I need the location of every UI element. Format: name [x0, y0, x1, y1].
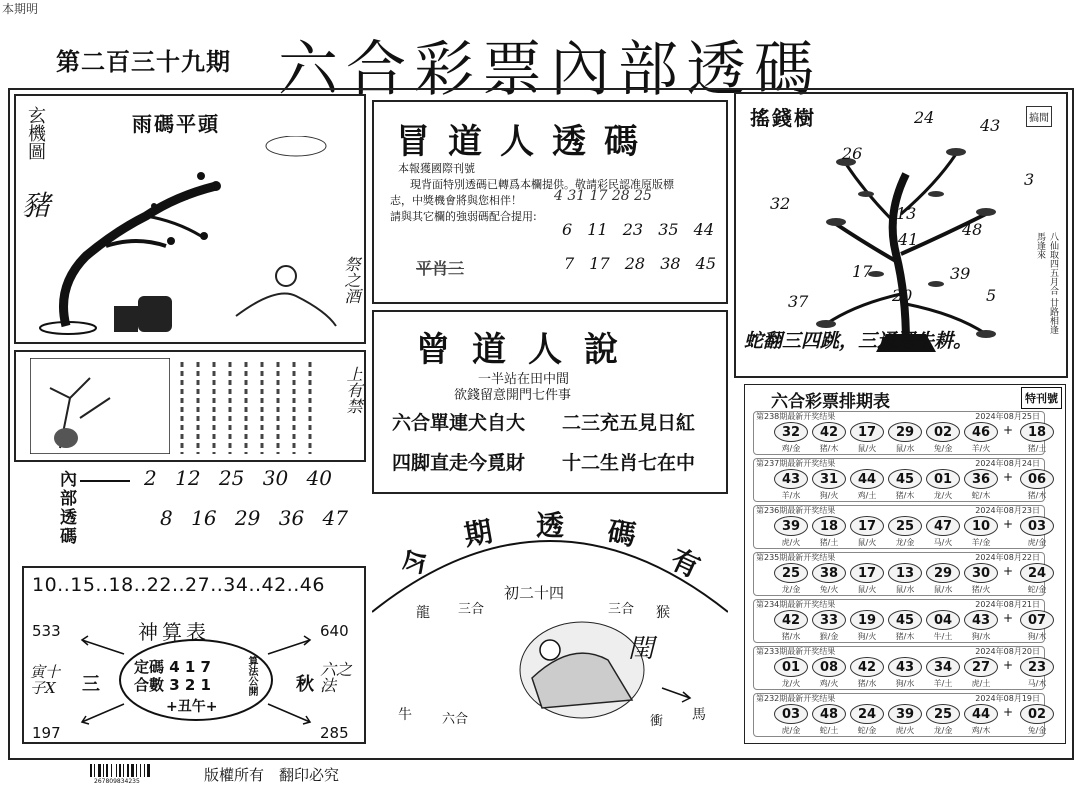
- shensuan-bl: 197: [32, 724, 61, 742]
- draw-zodiac: 鸡/土: [857, 491, 877, 500]
- draw-ball: 32: [774, 422, 808, 442]
- hand-num: 17: [589, 254, 610, 273]
- hou-label: 猴: [656, 605, 670, 621]
- corner-text: 本期明: [2, 2, 39, 16]
- neibu-num: 16: [191, 506, 217, 530]
- draw-zodiac: 羊/火: [971, 444, 991, 453]
- draw-ball: 17: [850, 563, 884, 583]
- neibu-num: 2: [144, 466, 157, 490]
- draw-ball: 39: [888, 704, 922, 724]
- sanhe1-label: 三合: [458, 602, 485, 617]
- draw-ball: 25: [888, 516, 922, 536]
- page-title: 六合彩票內部透碼: [278, 35, 822, 105]
- draw-ball: 29: [926, 563, 960, 583]
- tree-illustration: [26, 136, 356, 336]
- draw-zodiac: 狗/水: [971, 632, 991, 641]
- copyright: 版權所有 翻印必究: [204, 766, 340, 784]
- notice-line-4: 請與其它欄的強弱碼配合提用:: [390, 210, 537, 223]
- draw-ball: 47: [926, 516, 960, 536]
- draw-ball: 03: [774, 704, 808, 724]
- draw-zodiac: 羊/金: [971, 538, 991, 547]
- issue-number: 第二百三十九期: [56, 48, 231, 76]
- draw-ball: 04: [926, 610, 960, 630]
- tree-number: 32: [770, 194, 791, 213]
- hand-num: 38: [660, 254, 681, 273]
- hand-row2: [564, 254, 716, 273]
- draw-ball: 08: [812, 657, 846, 677]
- neibu-panel: [14, 466, 366, 562]
- suanfa: 算法公開: [246, 656, 257, 696]
- tree-number: 3: [1024, 170, 1035, 189]
- says-title: 曾道人說: [416, 330, 640, 370]
- xuanji-handwriting: 豬: [22, 189, 51, 222]
- draw-ball: 18: [812, 516, 846, 536]
- draw-ball: 34: [926, 657, 960, 677]
- hand-num: 44: [693, 220, 714, 239]
- draw-zodiac: 兔/金: [933, 444, 953, 453]
- draw-zodiac: 蛇/金: [1027, 585, 1047, 594]
- crossed-label: 平肖三: [416, 259, 465, 278]
- draw-ball: 24: [1020, 563, 1054, 583]
- draw-ball: 17: [850, 422, 884, 442]
- shensuan-tr: 640: [320, 622, 349, 640]
- draw-zodiac: 龙/金: [781, 585, 801, 594]
- tree-number: 48: [962, 220, 983, 239]
- draw-ball: 36: [964, 469, 998, 489]
- jinqi-panel: [372, 500, 728, 750]
- sanhe2-label: 三合: [608, 602, 635, 617]
- draw-ball: 29: [888, 422, 922, 442]
- draw-zodiac: 蛇/土: [819, 726, 839, 735]
- chou-wu: +丑午+: [166, 699, 218, 715]
- says-panel: [372, 310, 728, 494]
- draw-row: [753, 458, 1045, 502]
- draw-ball: 31: [812, 469, 846, 489]
- notice-line-3: 志，中獎機會將與您相伴！: [390, 194, 522, 207]
- tree-title: 搖錢樹: [750, 106, 816, 130]
- plus-sign: +: [1003, 705, 1014, 719]
- draw-zodiac: 猪/水: [781, 632, 801, 641]
- draw-zodiac: 狗/木: [1027, 632, 1047, 641]
- draw-zodiac: 鼠/火: [857, 538, 877, 547]
- draw-ball: 42: [850, 657, 884, 677]
- draw-ball: 39: [774, 516, 808, 536]
- draw-ball: 17: [850, 516, 884, 536]
- draw-ball: 02: [926, 422, 960, 442]
- neibu-num: 25: [218, 466, 245, 490]
- draw-label: 第232期最新开奖结果: [756, 694, 836, 703]
- draw-row: [753, 552, 1045, 596]
- draw-zodiac: 羊/水: [781, 491, 801, 500]
- draw-zodiac: 虎/金: [781, 726, 801, 735]
- sketch-illustration: [30, 358, 170, 454]
- hand-num: 23: [622, 220, 644, 239]
- poem-2: 二三充五見日紅: [562, 412, 696, 434]
- draw-zodiac: 虎/火: [781, 538, 801, 547]
- draw-zodiac: 鼠/火: [857, 585, 877, 594]
- tree-panel: [734, 92, 1068, 378]
- tree-number: 39: [950, 264, 971, 283]
- plus-sign: +: [1003, 470, 1014, 484]
- table-badge: 特刊號: [1021, 387, 1062, 409]
- draw-ball: 43: [964, 610, 998, 630]
- draw-zodiac: 鼠/水: [895, 585, 915, 594]
- notice-line-2: 現背面特別透碼已轉爲本欄提供。敬請彩民認准原版標: [410, 178, 674, 191]
- tree-number: 20: [892, 286, 913, 305]
- draw-zodiac: 猪/木: [819, 444, 839, 453]
- neibu-label: 內部透碼: [56, 470, 76, 546]
- plus-sign: +: [1003, 658, 1014, 672]
- shensuan-br: 285: [320, 724, 349, 742]
- draw-label: 第235期最新开奖结果: [756, 553, 836, 562]
- heshu: 合數 3 2 1: [134, 676, 211, 694]
- dingma: 定碼 4 1 7: [134, 658, 211, 676]
- draw-ball: 24: [850, 704, 884, 724]
- draw-zodiac: 鼠/水: [895, 444, 915, 453]
- draw-zodiac: 狗/火: [857, 632, 877, 641]
- draw-ball: 19: [850, 610, 884, 630]
- draw-zodiac: 虎/土: [971, 679, 991, 688]
- hand-num: 28: [624, 254, 646, 273]
- tree-number: 5: [986, 286, 997, 305]
- draw-zodiac: 鸡/木: [971, 726, 991, 735]
- tree-number: 37: [788, 292, 809, 311]
- draw-zodiac: 虎/金: [1027, 538, 1047, 547]
- draw-ball: 38: [812, 563, 846, 583]
- draw-zodiac: 虎/火: [895, 726, 915, 735]
- draw-ball: 02: [1020, 704, 1054, 724]
- chong-label: 衝: [650, 714, 664, 729]
- neibu-row2: [160, 506, 348, 530]
- table-title: 六合彩票排期表: [771, 392, 890, 412]
- draw-zodiac: 狗/水: [895, 679, 915, 688]
- draw-date: 2024年08月23日: [975, 506, 1040, 515]
- tree-number: 26: [842, 144, 863, 163]
- draw-zodiac: 龙/火: [781, 679, 801, 688]
- draw-zodiac: 兔/金: [1027, 726, 1047, 735]
- draw-zodiac: 羊/土: [933, 679, 953, 688]
- draw-zodiac: 鼠/火: [857, 444, 877, 453]
- draw-zodiac: 鼠/水: [933, 585, 953, 594]
- tree-caption: 蛇翻三四跳，三通遇牛耕。: [744, 330, 973, 352]
- neibu-num: 40: [306, 466, 332, 490]
- draw-zodiac: 龙/金: [933, 726, 953, 735]
- draw-ball: 43: [774, 469, 808, 489]
- draw-date: 2024年08月19日: [975, 694, 1040, 703]
- chu-label: 初二十四: [504, 584, 565, 602]
- draw-ball: 33: [812, 610, 846, 630]
- draw-zodiac: 马/火: [933, 538, 953, 547]
- neibu-num: 12: [175, 466, 201, 490]
- draw-date: 2024年08月22日: [975, 553, 1040, 562]
- draw-zodiac: 猪/木: [895, 632, 915, 641]
- says-sub1: 一半站在田中間: [478, 372, 570, 387]
- draw-zodiac: 蛇/木: [971, 491, 991, 500]
- draw-label: 第238期最新开奖结果: [756, 412, 836, 421]
- draw-ball: 30: [964, 563, 998, 583]
- draw-ball: 01: [926, 469, 960, 489]
- tree-number: 24: [914, 108, 935, 127]
- notice-line-1: 本報獲國際刊號: [398, 162, 475, 175]
- draw-ball: 18: [1020, 422, 1054, 442]
- hand-num: 45: [695, 254, 716, 273]
- draw-zodiac: 牛/土: [933, 632, 953, 641]
- mdr-panel: [372, 100, 728, 304]
- says-sub2: 欲錢留意開門七件事: [454, 388, 572, 403]
- draw-zodiac: 狗/火: [819, 491, 839, 500]
- draw-ball: 42: [774, 610, 808, 630]
- draw-label: 第236期最新开奖结果: [756, 506, 836, 515]
- draw-zodiac: 马/木: [1027, 679, 1047, 688]
- hand-top: 4 31 17 28 25: [554, 188, 652, 204]
- draw-row: [753, 599, 1045, 643]
- neibu-num: 8: [160, 506, 173, 530]
- draw-ball: 01: [774, 657, 808, 677]
- xuanji-label: 玄機圖: [25, 106, 46, 160]
- draw-zodiac: 猪/木: [895, 491, 915, 500]
- poem-3: 四脚直走今覓財: [392, 452, 526, 474]
- draw-zodiac: 猪/土: [1027, 444, 1047, 453]
- left-hand: 寅十子X: [30, 663, 61, 697]
- draw-date: 2024年08月24日: [975, 459, 1040, 468]
- neibu-dash: [80, 480, 130, 482]
- hand-num: 35: [658, 220, 679, 239]
- draw-date: 2024年08月20日: [975, 647, 1040, 656]
- draw-label: 第237期最新开奖结果: [756, 459, 836, 468]
- neibu-num: 30: [262, 466, 289, 490]
- poem-side-text: 上有禁: [344, 366, 363, 414]
- hand-char: 閏: [628, 634, 655, 664]
- draw-ball: 23: [1020, 657, 1054, 677]
- jinqi-title-char: 透: [536, 509, 565, 542]
- draw-label: 第234期最新开奖结果: [756, 600, 836, 609]
- draw-label: 第233期最新开奖结果: [756, 647, 836, 656]
- neibu-num: 36: [278, 506, 305, 530]
- draw-ball: 27: [964, 657, 998, 677]
- hand-num: 7: [564, 254, 575, 273]
- draw-ball: 13: [888, 563, 922, 583]
- hand-num: 11: [587, 220, 608, 239]
- draw-row: [753, 646, 1045, 690]
- draw-zodiac: 鸡/火: [819, 679, 839, 688]
- liuhe-label: 六合: [442, 712, 469, 727]
- draw-zodiac: 猪/木: [1027, 491, 1047, 500]
- draw-ball: 07: [1020, 610, 1054, 630]
- right-hand: 六之法: [320, 660, 353, 695]
- side-poem: 八仙取四五月合 廿路相逢馬逢來: [1035, 232, 1058, 334]
- draw-date: 2024年08月21日: [975, 600, 1040, 609]
- draw-ball: 43: [888, 657, 922, 677]
- barcode-number: 267809834235: [94, 778, 140, 785]
- jinqi-title-char: 有: [665, 542, 706, 585]
- side-handwriting: 祭之酒: [342, 256, 361, 304]
- shensuan-numbers: 10..15..18..22..27..34..42..46: [32, 574, 325, 596]
- vertical-text-lines: [176, 358, 316, 458]
- tree-number: 43: [980, 116, 1001, 135]
- neibu-num: 29: [234, 506, 261, 530]
- plus-sign: +: [1003, 423, 1014, 437]
- ma-label: 馬: [692, 707, 706, 723]
- draw-zodiac: 猪/水: [857, 679, 877, 688]
- draw-ball: 44: [964, 704, 998, 724]
- draw-ball: 44: [850, 469, 884, 489]
- shensuan-tl: 533: [32, 622, 61, 640]
- draw-zodiac: 猴/金: [819, 632, 839, 641]
- draw-zodiac: 兔/火: [819, 585, 839, 594]
- poem-4: 十二生肖七在中: [562, 452, 696, 474]
- tree-number: 41: [898, 230, 919, 249]
- xuanji-panel: [14, 94, 366, 344]
- jinqi-title-char: 今: [394, 542, 435, 585]
- draw-ball: 45: [888, 610, 922, 630]
- draw-row: [753, 411, 1045, 455]
- long-label: 龍: [416, 605, 430, 621]
- schedule-panel: [744, 384, 1066, 744]
- shensuan-title: 神算表: [138, 620, 210, 644]
- draw-ball: 45: [888, 469, 922, 489]
- jinqi-title-char: 碼: [605, 514, 639, 553]
- logo: 搞閒: [1026, 106, 1052, 127]
- shensuan-panel: [22, 566, 366, 744]
- draw-zodiac: 龙/金: [895, 538, 915, 547]
- draw-row: [753, 693, 1045, 737]
- draw-ball: 06: [1020, 469, 1054, 489]
- tree-number: 13: [896, 204, 917, 223]
- poem-1: 六合單連犬自大: [392, 412, 526, 434]
- draw-ball: 42: [812, 422, 846, 442]
- draw-ball: 10: [964, 516, 998, 536]
- right-char: 秋: [296, 674, 314, 695]
- left-char: 三: [82, 674, 100, 695]
- poem-panel: [14, 350, 366, 462]
- draw-zodiac: 猪/火: [971, 585, 991, 594]
- neibu-num: 47: [322, 506, 348, 530]
- xuanji-subtitle: 雨碼平頭: [132, 112, 220, 136]
- niu-label: 牛: [398, 707, 412, 723]
- plus-sign: +: [1003, 564, 1014, 578]
- draw-ball: 46: [964, 422, 998, 442]
- mdr-title: 冒道人透碼: [396, 122, 656, 162]
- draw-zodiac: 龙/火: [933, 491, 953, 500]
- jinqi-title-char: 期: [461, 514, 495, 553]
- draw-zodiac: 鸡/金: [781, 444, 801, 453]
- draw-zodiac: 猪/土: [819, 538, 839, 547]
- draw-zodiac: 蛇/金: [857, 726, 877, 735]
- plus-sign: +: [1003, 517, 1014, 531]
- draw-row: [753, 505, 1045, 549]
- draw-date: 2024年08月25日: [975, 412, 1040, 421]
- neibu-row1: [144, 466, 332, 490]
- draw-ball: 03: [1020, 516, 1054, 536]
- draw-ball: 25: [926, 704, 960, 724]
- draw-ball: 25: [774, 563, 808, 583]
- plus-sign: +: [1003, 611, 1014, 625]
- hand-row1: [562, 220, 714, 239]
- tree-number: 17: [852, 262, 873, 281]
- draw-ball: 48: [812, 704, 846, 724]
- hand-num: 6: [562, 220, 573, 239]
